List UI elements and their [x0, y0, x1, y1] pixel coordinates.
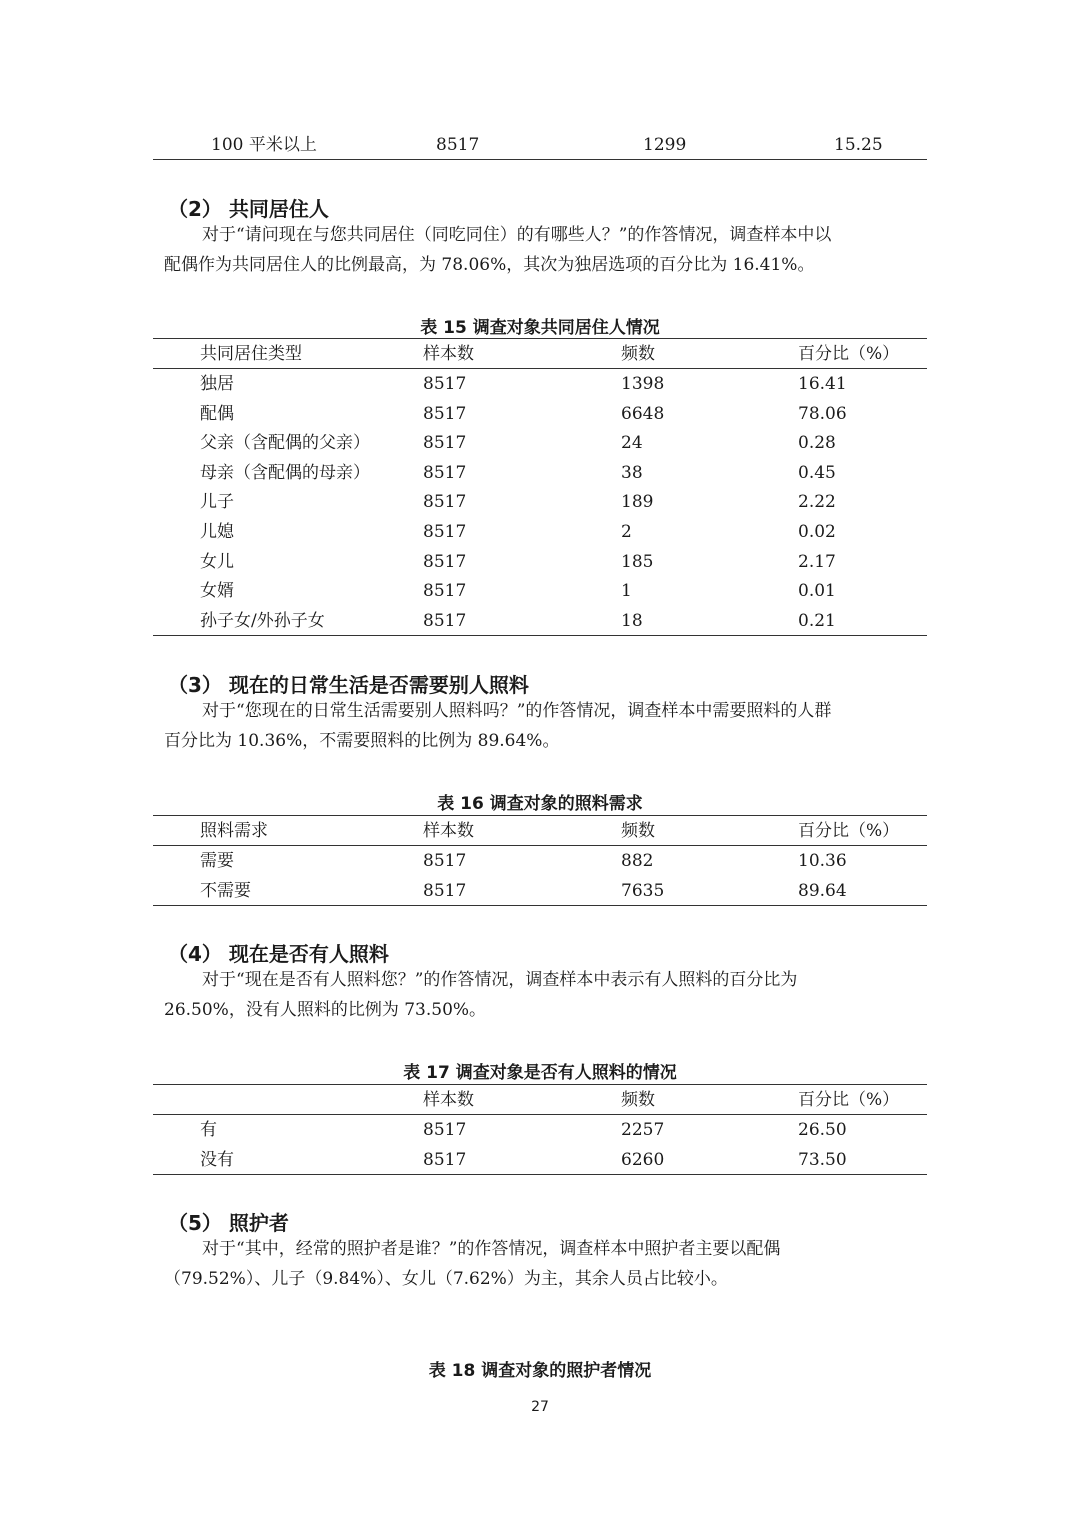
- section-heading-care-need: （3） 现在的日常生活是否需要别人照料: [168, 673, 529, 697]
- column-header: 样本数: [423, 821, 474, 841]
- table-row: [153, 399, 927, 429]
- column-header: 频数: [621, 1090, 655, 1110]
- table-cell: 8517: [423, 522, 467, 542]
- table-cell: 2257: [621, 1120, 665, 1140]
- table-cell: 女儿: [200, 551, 234, 572]
- table-cell: 8517: [423, 1120, 467, 1140]
- table-cell: 185: [621, 551, 654, 572]
- table-cell: 8517: [423, 851, 467, 871]
- paragraph-line: （79.52%）、儿子（9.84%）、女儿（7.62%）为主，其余人员占比较小。: [164, 1269, 728, 1289]
- table-cell: 1: [621, 581, 632, 602]
- table-cell: 儿媳: [200, 522, 234, 542]
- section-paragraph-has-caregiver: [164, 965, 924, 1025]
- table-cell: 8517: [423, 374, 467, 394]
- table-caption-15: 表 15 调查对象共同居住人情况: [420, 318, 660, 338]
- table-cell: 2.22: [798, 492, 836, 513]
- table-bottom-rule: [153, 1174, 927, 1175]
- column-header: 照料需求: [200, 821, 268, 841]
- table-cell: 6260: [621, 1149, 665, 1170]
- table-cell: 8517: [423, 462, 467, 483]
- table-cell: 882: [621, 851, 654, 871]
- page-number: 27: [531, 1399, 549, 1415]
- column-header: 频数: [621, 344, 655, 364]
- column-header: 样本数: [423, 344, 474, 364]
- paragraph-line: 对于“请问现在与您共同居住（同吃同住）的有哪些人？”的作答情况，调查样本中以: [202, 225, 832, 245]
- table-row: [153, 1145, 927, 1175]
- table-cell: 儿子: [200, 492, 234, 513]
- table-cell: 2.17: [798, 551, 836, 572]
- table-cell: 8517: [423, 581, 467, 602]
- table-row: [153, 576, 927, 606]
- table-cell: 189: [621, 492, 654, 513]
- column-header: 共同居住类型: [200, 344, 302, 364]
- table-cell: 6648: [621, 403, 665, 424]
- column-header: 样本数: [423, 1090, 474, 1110]
- cell: 100 平米以上: [211, 135, 317, 155]
- table-row: [153, 369, 927, 399]
- table-cell: 18: [621, 610, 643, 631]
- table-caption-18: 表 18 调查对象的照护者情况: [428, 1361, 652, 1381]
- table-row: [153, 517, 927, 547]
- table-cell: 8517: [423, 403, 467, 424]
- table-cell: 8517: [423, 610, 467, 631]
- table-cell: 7635: [621, 880, 665, 901]
- table-cell: 26.50: [798, 1120, 847, 1140]
- table-caption-16: 表 16 调查对象的照料需求: [437, 794, 643, 814]
- table-cell: 8517: [423, 880, 467, 901]
- column-header: 百分比（%）: [798, 344, 900, 364]
- cell: 8517: [436, 135, 480, 155]
- table-bottom-rule: [153, 635, 927, 636]
- paragraph-line: 对于“您现在的日常生活需要别人照料吗？”的作答情况，调查样本中需要照料的人群: [202, 701, 832, 721]
- section-heading-has-caregiver: （4） 现在是否有人照料: [168, 942, 389, 966]
- table-cell: 1398: [621, 374, 665, 394]
- table-row: [153, 487, 927, 517]
- table-row: [153, 876, 927, 906]
- table-cell: 89.64: [798, 880, 847, 901]
- table-cell: 8517: [423, 433, 467, 454]
- section-paragraph-care-need: [164, 696, 924, 756]
- table-cell: 母亲（含配偶的母亲）: [200, 462, 370, 483]
- table-cell: 有: [200, 1120, 217, 1140]
- table-cell: 0.28: [798, 433, 836, 454]
- table-cell: 不需要: [200, 880, 251, 901]
- table-header-row: [153, 1085, 927, 1115]
- table-bottom-rule: [153, 159, 927, 160]
- column-header: 百分比（%）: [798, 821, 900, 841]
- table-cell: 0.45: [798, 462, 836, 483]
- top-table-row: [153, 130, 927, 160]
- table-cell: 需要: [200, 851, 234, 871]
- table-row: [153, 606, 927, 636]
- section-paragraph-caregiver: [164, 1234, 924, 1294]
- section-heading-cohabitants: （2） 共同居住人: [168, 197, 329, 221]
- table-cell: 父亲（含配偶的父亲）: [200, 433, 370, 454]
- table-cell: 配偶: [200, 403, 234, 424]
- table-row: [153, 1115, 927, 1145]
- table-cell: 0.21: [798, 610, 836, 631]
- paragraph-line: 对于“其中，经常的照护者是谁？”的作答情况，调查样本中照护者主要以配偶: [202, 1239, 781, 1259]
- cell: 15.25: [834, 135, 883, 155]
- paragraph-line: 百分比为 10.36%，不需要照料的比例为 89.64%。: [164, 731, 560, 751]
- table-cell: 8517: [423, 1149, 467, 1170]
- table-cell: 38: [621, 462, 643, 483]
- paragraph-line: 对于“现在是否有人照料您？”的作答情况，调查样本中表示有人照料的百分比为: [202, 970, 798, 990]
- table-cell: 没有: [200, 1149, 234, 1170]
- table-cell: 独居: [200, 374, 234, 394]
- table-row: [153, 846, 927, 876]
- table-header-row: [153, 816, 927, 846]
- table-cell: 10.36: [798, 851, 847, 871]
- paragraph-line: 26.50%，没有人照料的比例为 73.50%。: [164, 1000, 487, 1020]
- table-cell: 16.41: [798, 374, 847, 394]
- table-cell: 24: [621, 433, 643, 454]
- column-header: 百分比（%）: [798, 1090, 900, 1110]
- table-cell: 孙子女/外孙子女: [200, 610, 325, 631]
- table-row: [153, 458, 927, 488]
- column-header: 频数: [621, 821, 655, 841]
- paragraph-line: 配偶作为共同居住人的比例最高，为 78.06%，其次为独居选项的百分比为 16.41%。: [164, 255, 815, 275]
- table-cell: 0.02: [798, 522, 836, 542]
- table-row: [153, 547, 927, 577]
- table-cell: 8517: [423, 551, 467, 572]
- table-cell: 2: [621, 522, 632, 542]
- table-cell: 73.50: [798, 1149, 847, 1170]
- table-cell: 女婿: [200, 581, 234, 602]
- table-bottom-rule: [153, 905, 927, 906]
- table-cell: 78.06: [798, 403, 847, 424]
- table-cell: 0.01: [798, 581, 836, 602]
- section-heading-caregiver: （5） 照护者: [168, 1211, 289, 1235]
- table-header-row: [153, 339, 927, 369]
- table-cell: 8517: [423, 492, 467, 513]
- table-caption-17: 表 17 调查对象是否有人照料的情况: [403, 1063, 677, 1083]
- table-row: [153, 428, 927, 458]
- section-paragraph-cohabitants: [164, 220, 924, 280]
- cell: 1299: [643, 135, 687, 155]
